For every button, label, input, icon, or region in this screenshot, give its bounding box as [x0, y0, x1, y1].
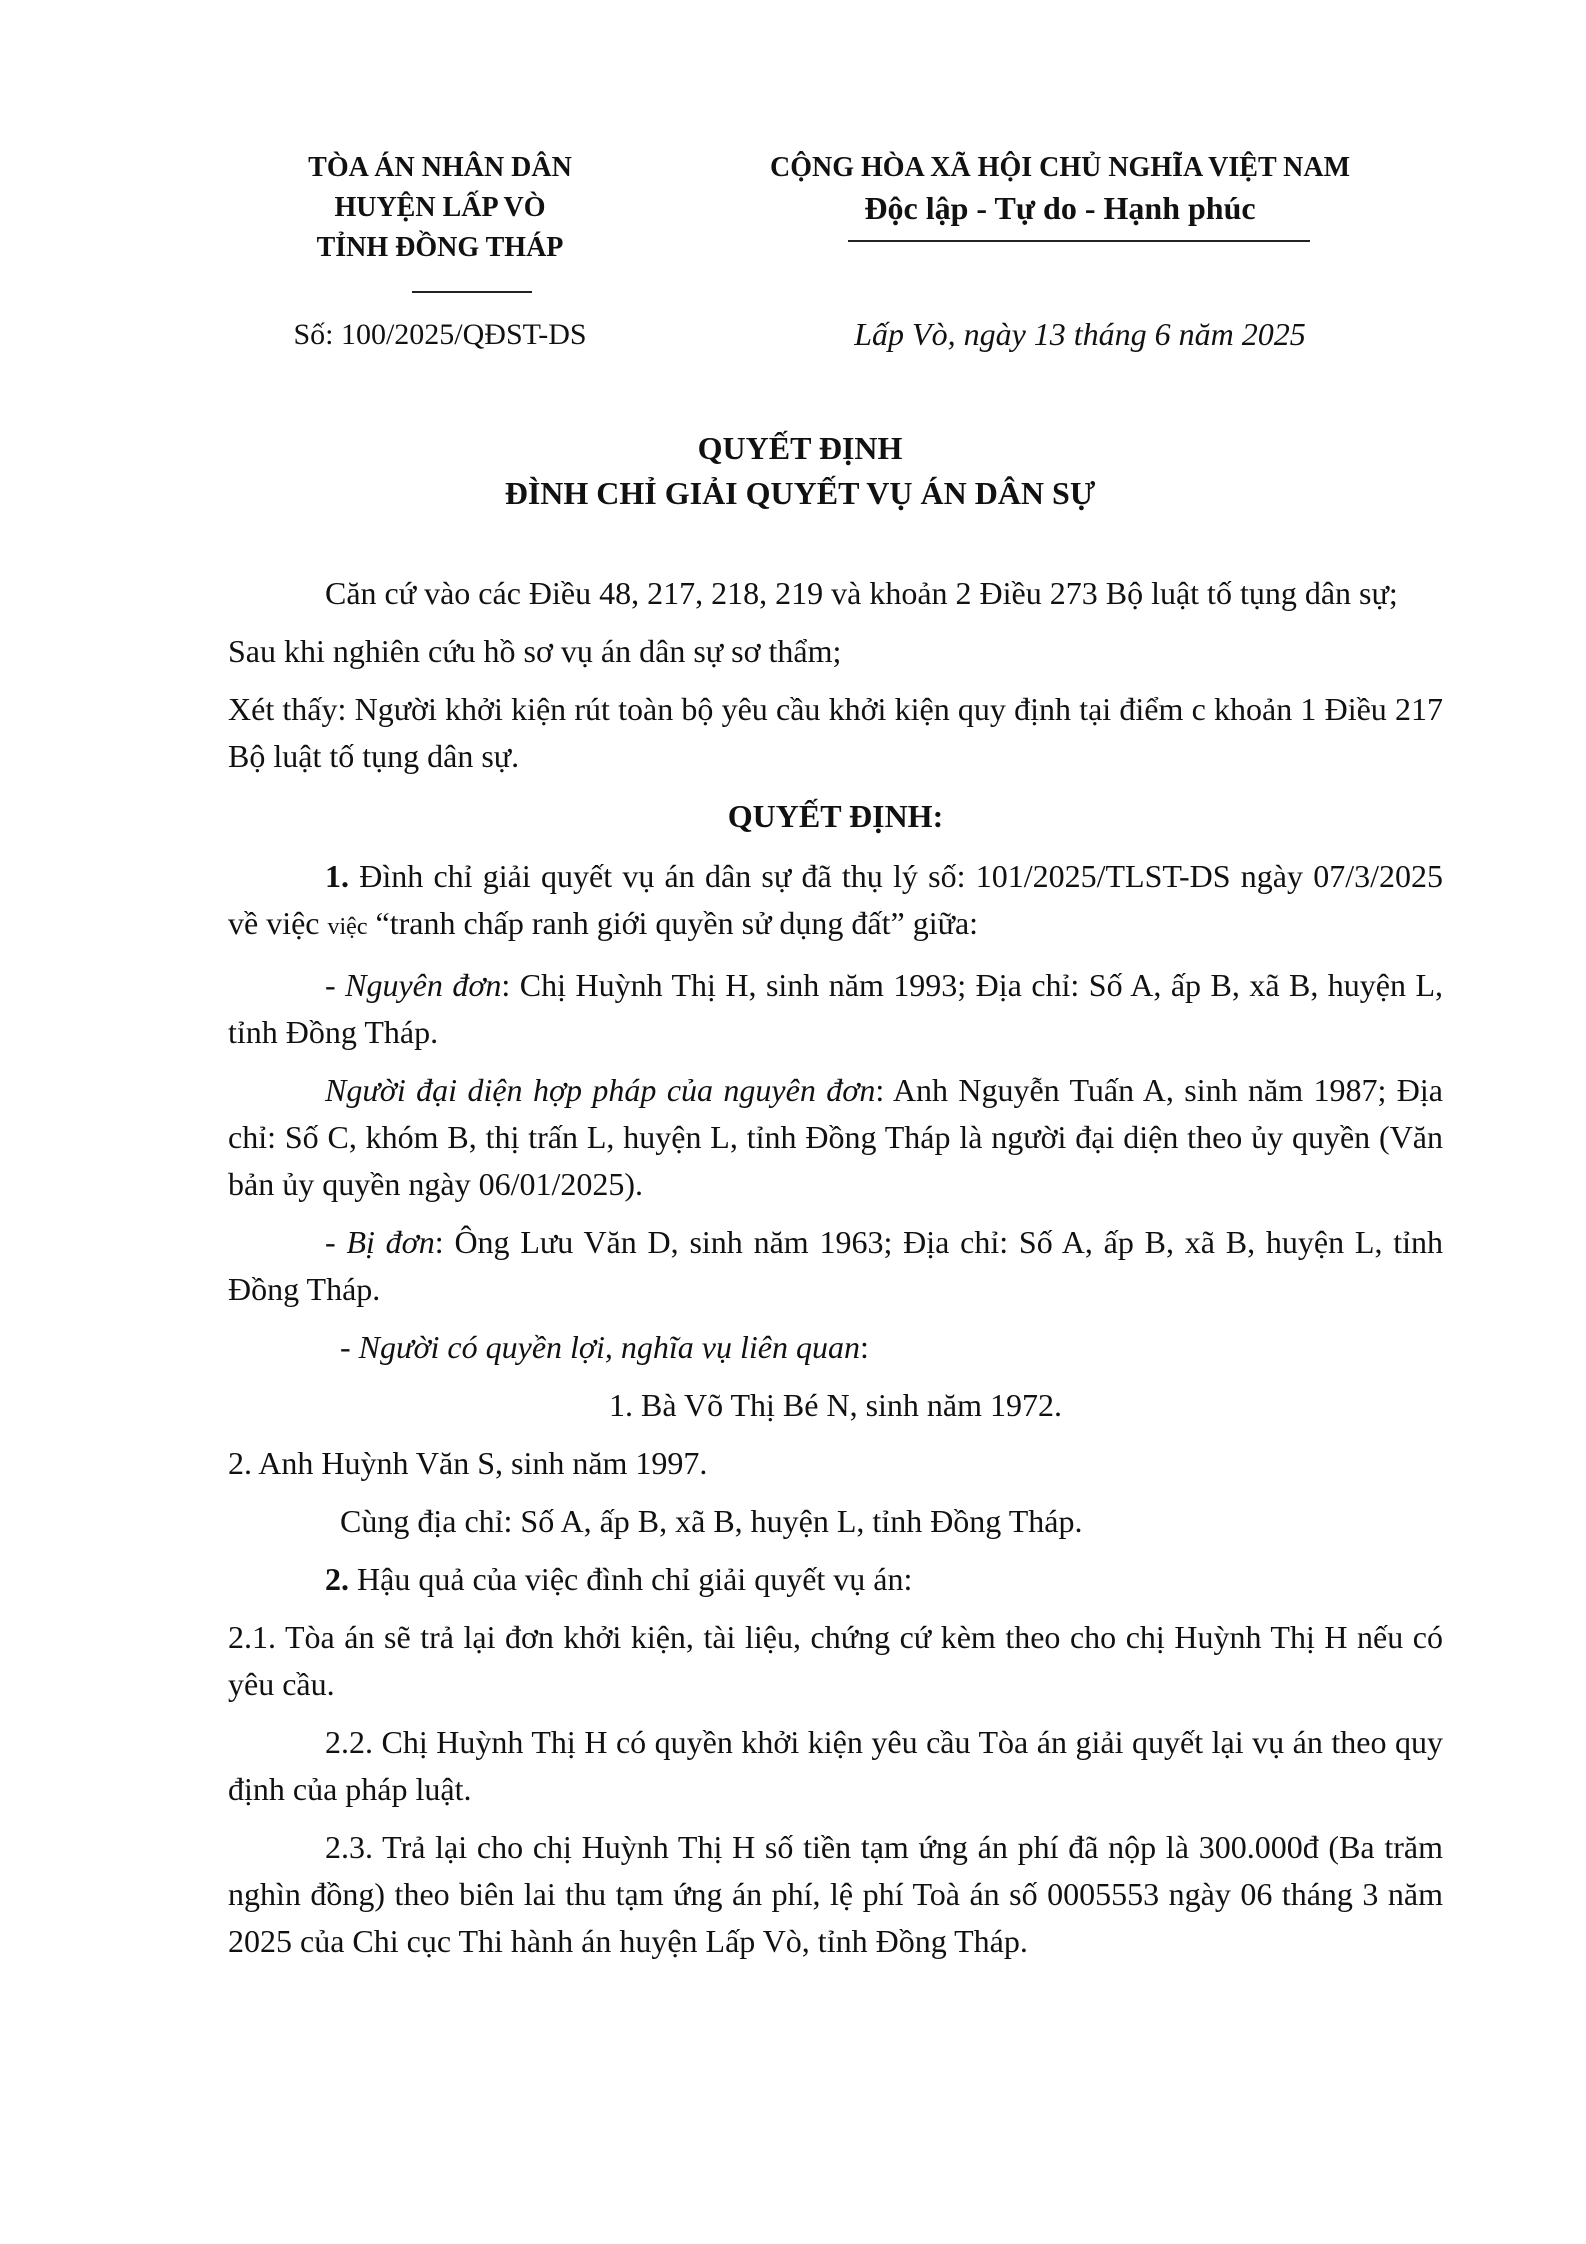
item-2-3: 2.3. Trả lại cho chị Huỳnh Thị H số tiền tạm ứng án phí đã nộp là 300.000đ (Ba trăm nghìn đồng) theo biên lai thu tạm ứng án phí, lệ phí Toà án số 0005553 ngày 06 tháng 3 năm 2025 của Chi cục Thi hành án huyện Lấp Vò, tỉnh Đồng Tháp. — [228, 1829, 1443, 1959]
court-name-block — [230, 148, 650, 268]
document-title — [180, 426, 1420, 516]
motto-underline — [848, 240, 1310, 242]
defendant-text: : Ông Lưu Văn D, sinh năm 1963; Địa chỉ: Số A, ấp B, xã B, huyện L, tỉnh Đồng Tháp. — [228, 1224, 1444, 1307]
item-1-text-a: Đình chỉ giải quyết vụ án dân sự đã thụ lý số: 101/2025/TLST-DS ngày 07/3/2025 về việc — [228, 858, 1443, 941]
plaintiff-text: : Chị Huỳnh Thị H, sinh năm 1993; Địa chỉ: Số A, ấp B, xã B, huyện L, tỉnh Đồng Tháp. — [228, 967, 1444, 1050]
item-1-number: 1. — [325, 858, 349, 894]
court-line-1: TÒA ÁN NHÂN DÂN — [308, 152, 572, 183]
document-body — [228, 570, 1443, 1965]
place-date: Lấp Vò, ngày 13 tháng 6 năm 2025 — [854, 316, 1306, 352]
nation-line-1: CỘNG HÒA XÃ HỘI CHỦ NGHĨA VIỆT NAM — [769, 152, 1351, 183]
related-party-heading: - Người có quyền lợi, nghĩa vụ liên quan: — [340, 1329, 869, 1365]
representative-paragraph — [228, 1067, 1443, 1208]
defendant-label: Bị đơn — [346, 1224, 435, 1260]
document-number: Số: 100/2025/QĐST-DS — [293, 318, 587, 351]
defendant-paragraph: - Bị đơn: Ông Lưu Văn D, sinh năm 1963; Địa chỉ: Số A, ấp B, xã B, huyện L, tỉnh Đồng Tháp. — [228, 1224, 1444, 1307]
title-line-1: QUYẾT ĐỊNH — [697, 430, 903, 466]
decision-item-1 — [228, 853, 1443, 951]
item-1-small-word: việc — [327, 914, 368, 940]
paragraph-study: Sau khi nghiên cứu hồ sơ vụ án dân sự sơ thẩm; — [228, 633, 842, 669]
representative-label: Người đại diện hợp pháp của nguyên đơn — [325, 1072, 876, 1108]
item-2-number: 2. — [325, 1561, 349, 1597]
representative-text: : Anh Nguyễn Tuấn A, sinh năm 1987; Địa chỉ: Số C, khóm B, thị trấn L, huyện L, tỉnh Đồng Tháp là người đại diện theo ủy quyền (Văn bản ủy quyền ngày 06/01/2025). — [228, 1072, 1444, 1202]
related-party-colon: : — [859, 1329, 869, 1365]
paragraph-basis: Căn cứ vào các Điều 48, 217, 218, 219 và khoản 2 Điều 273 Bộ luật tố tụng dân sự; — [325, 575, 1398, 611]
item-2-text: Hậu quả của việc đình chỉ giải quyết vụ án: — [349, 1561, 913, 1597]
related-person-2: 2. Anh Huỳnh Văn S, sinh năm 1997. — [228, 1445, 708, 1481]
plaintiff-label: Nguyên đơn — [345, 967, 502, 1003]
item-1-text-b: “tranh chấp ranh giới quyền sử dụng đất” giữa: — [367, 905, 979, 941]
paragraph-consider: Xét thấy: Người khởi kiện rút toàn bộ yêu cầu khởi kiện quy định tại điểm c khoản 1 Điều 217 Bộ luật tố tụng dân sự. — [228, 691, 1443, 774]
court-underline — [412, 291, 532, 293]
plaintiff-paragraph: - Nguyên đơn: Chị Huỳnh Thị H, sinh năm 1993; Địa chỉ: Số A, ấp B, xã B, huyện L, tỉnh Đồng Tháp. — [228, 967, 1444, 1050]
nation-line-2: Độc lập - Tự do - Hạnh phúc — [864, 190, 1256, 226]
court-line-3: TỈNH ĐỒNG THÁP — [316, 232, 564, 263]
court-line-2: HUYỆN LẤP VÒ — [334, 192, 546, 223]
item-2-1: 2.1. Tòa án sẽ trả lại đơn khởi kiện, tài liệu, chứng cứ kèm theo cho chị Huỳnh Thị H nếu có yêu cầu. — [228, 1619, 1443, 1702]
national-motto-block — [700, 148, 1420, 228]
related-person-1: 1. Bà Võ Thị Bé N, sinh năm 1972. — [608, 1387, 1063, 1423]
decision-item-2 — [228, 1556, 1443, 1603]
related-address: Cùng địa chỉ: Số A, ấp B, xã B, huyện L, tỉnh Đồng Tháp. — [340, 1503, 1083, 1539]
related-party-label: Người có quyền lợi, nghĩa vụ liên quan — [358, 1329, 860, 1365]
item-2-2: 2.2. Chị Huỳnh Thị H có quyền khởi kiện yêu cầu Tòa án giải quyết lại vụ án theo quy định của pháp luật. — [228, 1724, 1443, 1807]
title-line-2: ĐÌNH CHỈ GIẢI QUYẾT VỤ ÁN DÂN SỰ — [504, 475, 1096, 511]
decision-heading: QUYẾT ĐỊNH: — [727, 798, 944, 834]
